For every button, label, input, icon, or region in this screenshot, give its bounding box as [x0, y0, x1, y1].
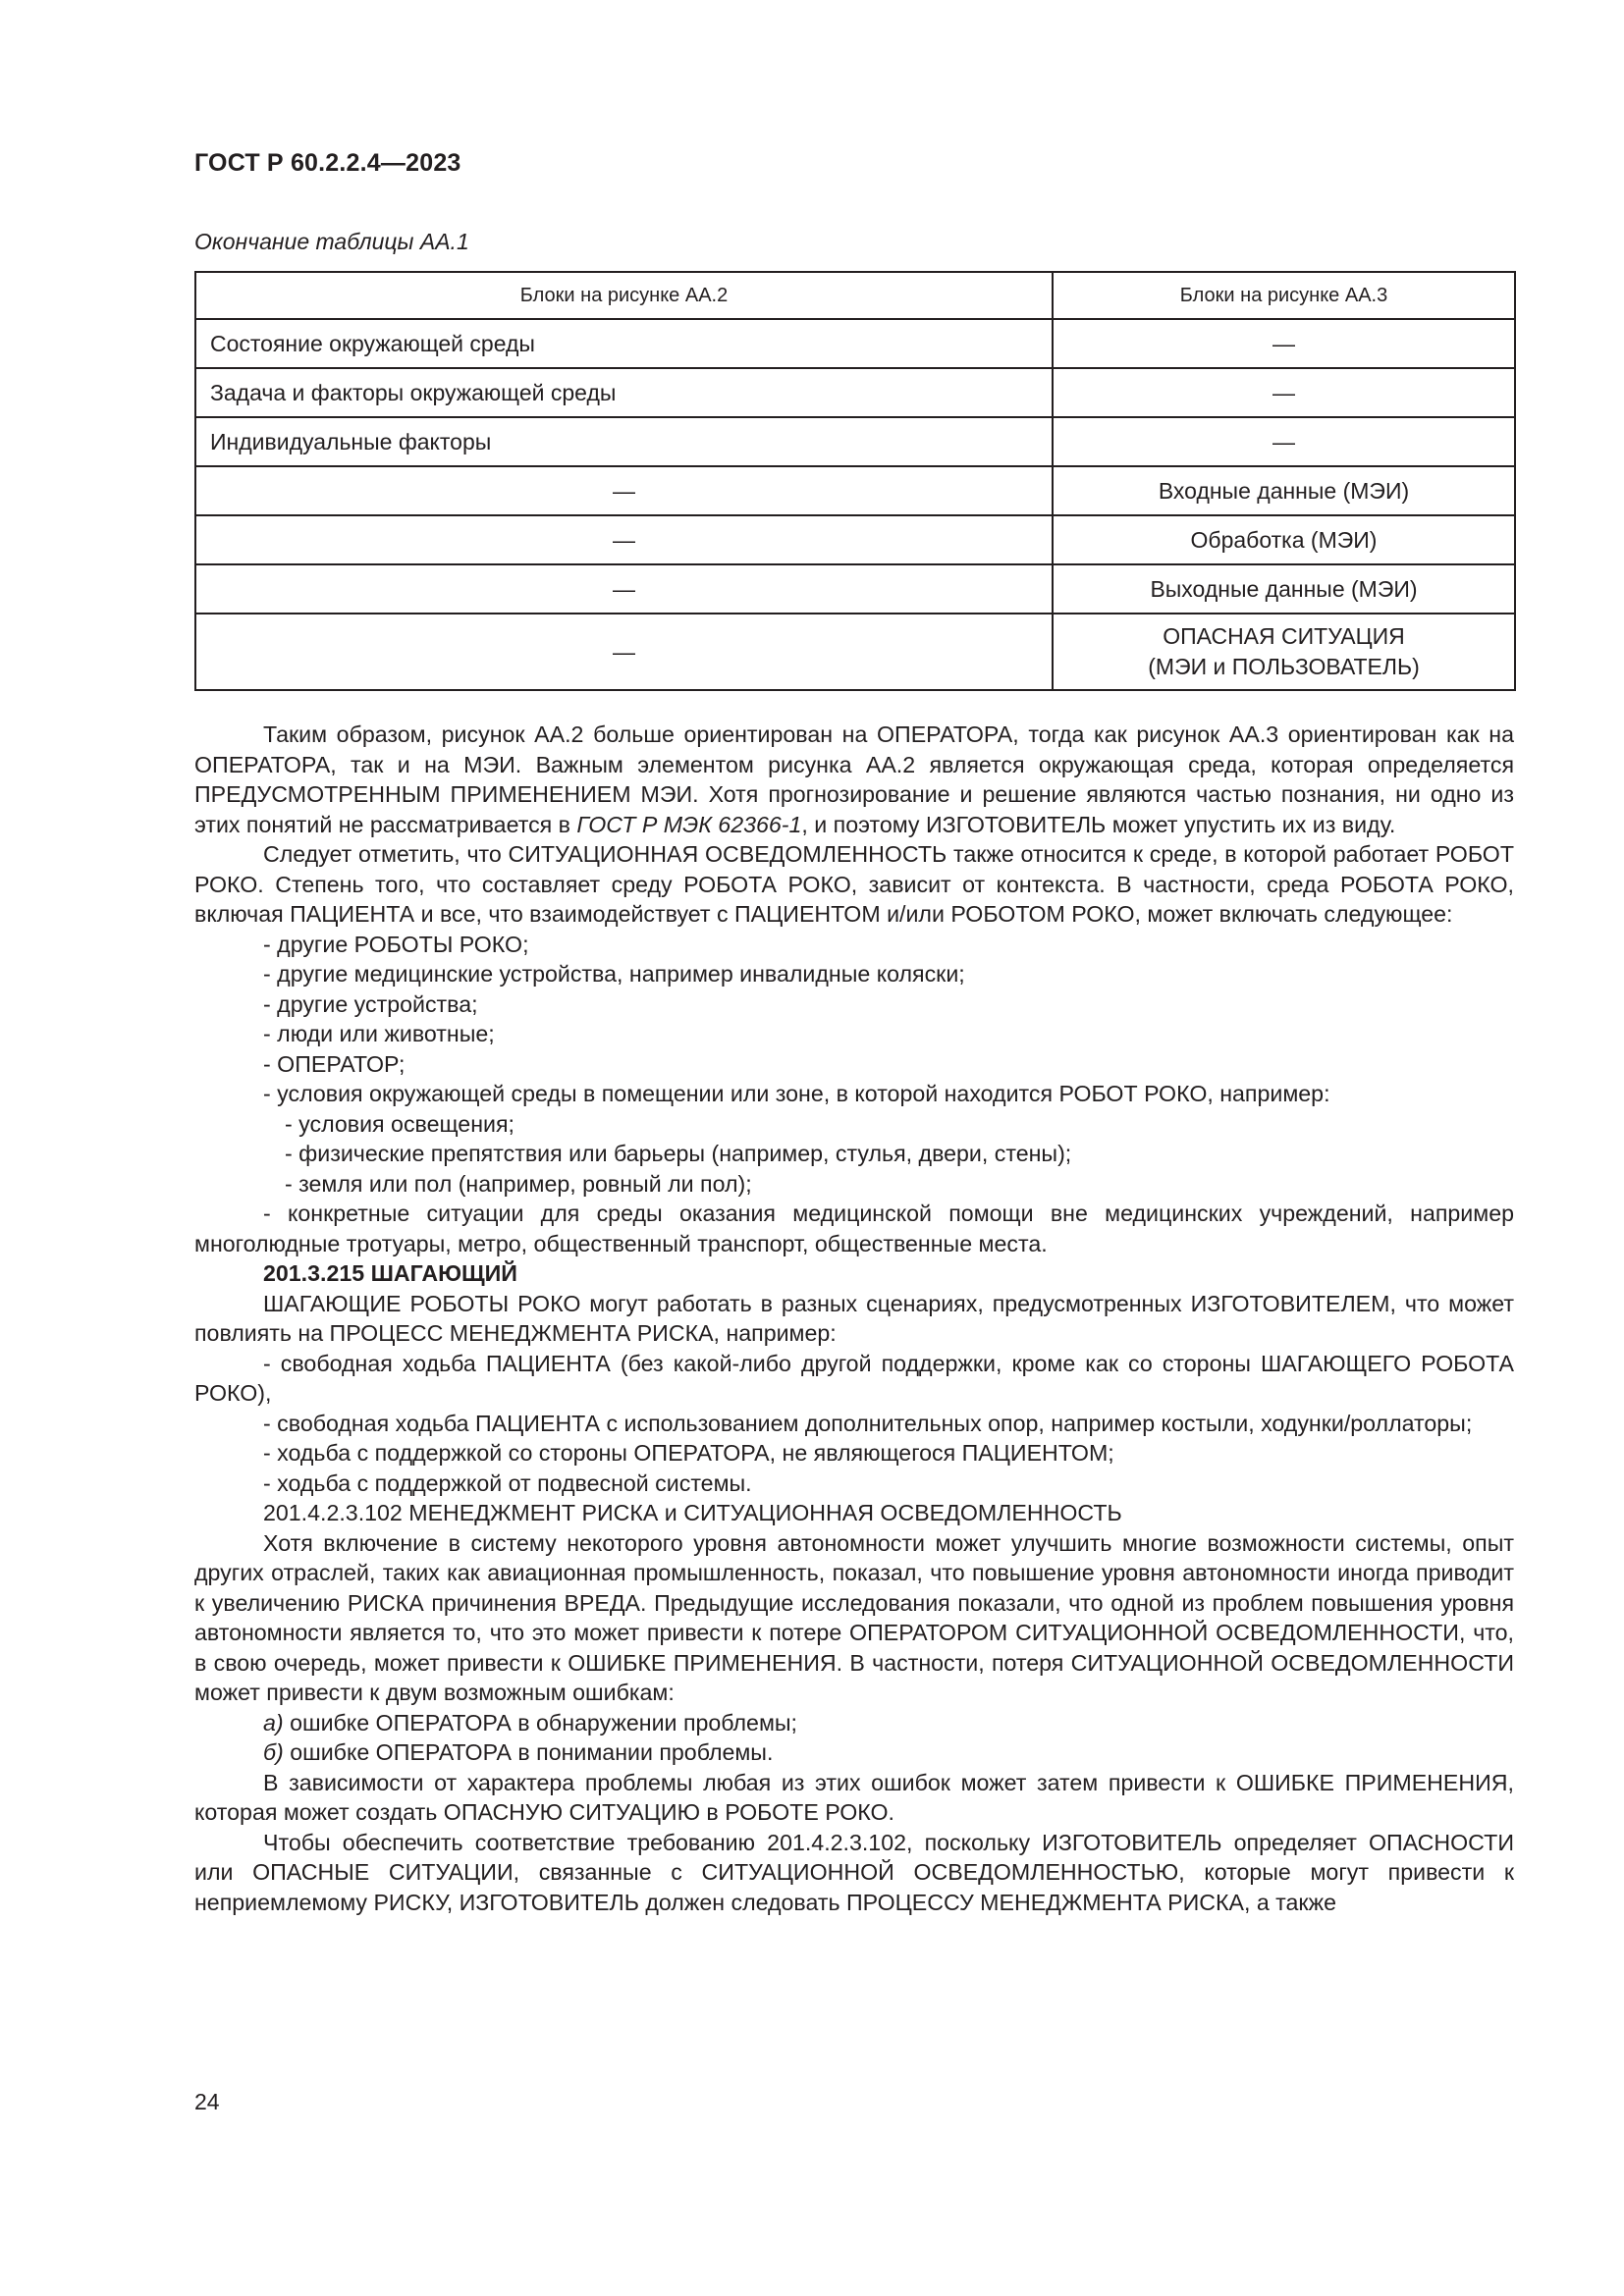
list-marker: а) — [263, 1709, 284, 1735]
list-item — [194, 1737, 1514, 1768]
sub-list-item: - физические препятствия или барьеры (например, стулья, двери, стены); — [285, 1141, 1072, 1166]
table-cell: Состояние окружающей среды — [195, 319, 1053, 368]
text-run: Таким образом, рисунок АА.2 больше ориентирован на ОПЕРАТОРА, тогда как рисунок АА.3 ориентирован как на ОПЕРАТОРА, так и на МЭИ. Важным элементом рисунка АА.2 является окружающая среда, которая определяется ПРЕДУСМОТРЕННЫМ ПРИМЕНЕНИЕМ МЭИ. Хотя прогнозирование и решение являются частью познания, ни одно из этих понятий не рассматривается в — [194, 721, 1514, 837]
table-header-row — [195, 272, 1515, 319]
table-cell — [1053, 614, 1515, 690]
table-cell: — — [1053, 319, 1515, 368]
list-item: - ОПЕРАТОР; — [263, 1050, 406, 1077]
cell-line: ОПАСНАЯ СИТУАЦИЯ — [1163, 623, 1405, 649]
table-caption: Окончание таблицы АА.1 — [194, 229, 469, 254]
table-row — [195, 564, 1515, 614]
text-run: ошибке ОПЕРАТОРА в обнаружении проблемы; — [283, 1709, 798, 1735]
text-run: , и поэтому ИЗГОТОВИТЕЛЬ может упустить их из виду. — [801, 811, 1396, 837]
table-cell: — — [1053, 417, 1515, 466]
table-cell: Индивидуальные факторы — [195, 417, 1053, 466]
list-item: - ходьба с поддержкой от подвесной системы. — [263, 1469, 752, 1496]
table-cell: Задача и факторы окружающей среды — [195, 368, 1053, 417]
standard-reference: ГОСТ Р МЭК 62366-1 — [576, 811, 802, 837]
table-row — [195, 466, 1515, 515]
list-item: - условия окружающей среды в помещении или зоне, в которой находится РОБОТ РОКО, например: — [263, 1081, 1330, 1106]
list-item — [194, 1708, 1514, 1738]
table-cell: — — [195, 515, 1053, 564]
list-marker: б) — [263, 1739, 284, 1765]
table-cell: — — [195, 614, 1053, 690]
column-header-aa2: Блоки на рисунке АА.2 — [195, 272, 1053, 319]
list-item: - ходьба с поддержкой со стороны ОПЕРАТОРА, не являющегося ПАЦИЕНТОМ; — [263, 1440, 1114, 1466]
paragraph — [194, 720, 1514, 839]
table-cell: — — [195, 466, 1053, 515]
list-item: - свободная ходьба ПАЦИЕНТА с использованием дополнительных опор, например костыли, ходунки/роллаторы; — [263, 1410, 1473, 1436]
blocks-table — [194, 271, 1516, 691]
section-heading: 201.3.215 ШАГАЮЩИЙ — [263, 1260, 517, 1286]
document-header: ГОСТ Р 60.2.2.4—2023 — [194, 149, 461, 177]
paragraph: В зависимости от характера проблемы любая из этих ошибок может затем привести к ОШИБКЕ ПРИМЕНЕНИЯ, которая может создать ОПАСНУЮ СИТУАЦИЮ в РОБОТЕ РОКО. — [194, 1769, 1514, 1825]
page-number: 24 — [194, 2089, 220, 2114]
list-item: - свободная ходьба ПАЦИЕНТА (без какой-либо другой поддержки, кроме как со стороны ШАГАЮЩЕГО РОБОТА РОКО), — [194, 1350, 1514, 1406]
table-row — [195, 515, 1515, 564]
table-cell: — — [195, 564, 1053, 614]
list-item: - другие медицинские устройства, например инвалидные коляски; — [263, 961, 965, 987]
sub-list-item: - земля или пол (например, ровный ли пол); — [285, 1170, 752, 1197]
column-header-aa3: Блоки на рисунке АА.3 — [1053, 272, 1515, 319]
text-run: ошибке ОПЕРАТОРА в понимании проблемы. — [283, 1739, 774, 1765]
list-item: - другие устройства; — [263, 990, 478, 1017]
list-item: - люди или животные; — [263, 1021, 495, 1046]
table-row — [195, 319, 1515, 368]
cell-line: (МЭИ и ПОЛЬЗОВАТЕЛЬ) — [1148, 654, 1420, 679]
body-text — [194, 720, 1514, 1917]
sub-list-item: - условия освещения; — [285, 1110, 514, 1137]
table-cell: Обработка (МЭИ) — [1053, 515, 1515, 564]
paragraph: Чтобы обеспечить соответствие требованию 201.4.2.3.102, поскольку ИЗГОТОВИТЕЛЬ определяет ОПАСНОСТИ или ОПАСНЫЕ СИТУАЦИИ, связанные с СИТУАЦИОННОЙ ОСВЕДОМЛЕННОСТЬЮ, которые могут привести к неприемлемому РИСКУ, ИЗГОТОВИТЕЛЬ должен следовать ПРОЦЕССУ МЕНЕДЖМЕНТА РИСКА, а также — [194, 1829, 1514, 1915]
table-row — [195, 417, 1515, 466]
table-cell: Выходные данные (МЭИ) — [1053, 564, 1515, 614]
subsection-title: 201.4.2.3.102 МЕНЕДЖМЕНТ РИСКА и СИТУАЦИОННАЯ ОСВЕДОМЛЕННОСТЬ — [263, 1500, 1122, 1525]
list-item: - конкретные ситуации для среды оказания медицинской помощи вне медицинских учреждений, например многолюдные тротуары, метро, общественный транспорт, общественные места. — [194, 1201, 1514, 1256]
table-cell: — — [1053, 368, 1515, 417]
paragraph: ШАГАЮЩИЕ РОБОТЫ РОКО могут работать в разных сценариях, предусмотренных ИЗГОТОВИТЕЛЕМ, что может повлиять на ПРОЦЕСС МЕНЕДЖМЕНТА РИСКА, например: — [194, 1290, 1514, 1346]
table-row — [195, 368, 1515, 417]
table-row — [195, 614, 1515, 690]
list-item: - другие РОБОТЫ РОКО; — [263, 931, 529, 957]
paragraph: Хотя включение в систему некоторого уровня автономности может улучшить многие возможности системы, опыт других отраслей, таких как авиационная промышленность, показал, что повышение уровня автономности иногда приводит к увеличению РИСКА причинения ВРЕДА. Предыдущие исследования показали, что одной из проблем повышения уровня автономности является то, что это может привести к потере ОПЕРАТОРОМ СИТУАЦИОННОЙ ОСВЕДОМЛЕННОСТИ, что, в свою очередь, может привести к ОШИБКЕ ПРИМЕНЕНИЯ. В частности, потеря СИТУАЦИОННОЙ ОСВЕДОМЛЕННОСТИ может привести к двум возможным ошибкам: — [194, 1529, 1514, 1705]
paragraph: Следует отметить, что СИТУАЦИОННАЯ ОСВЕДОМЛЕННОСТЬ также относится к среде, в которой работает РОБОТ РОКО. Степень того, что составляет среду РОБОТА РОКО, зависит от контекста. В частности, среда РОБОТА РОКО, включая ПАЦИЕНТА и все, что взаимодействует с ПАЦИЕНТОМ и/или РОБОТОМ РОКО, может включать следующее: — [194, 841, 1514, 927]
table-cell: Входные данные (МЭИ) — [1053, 466, 1515, 515]
